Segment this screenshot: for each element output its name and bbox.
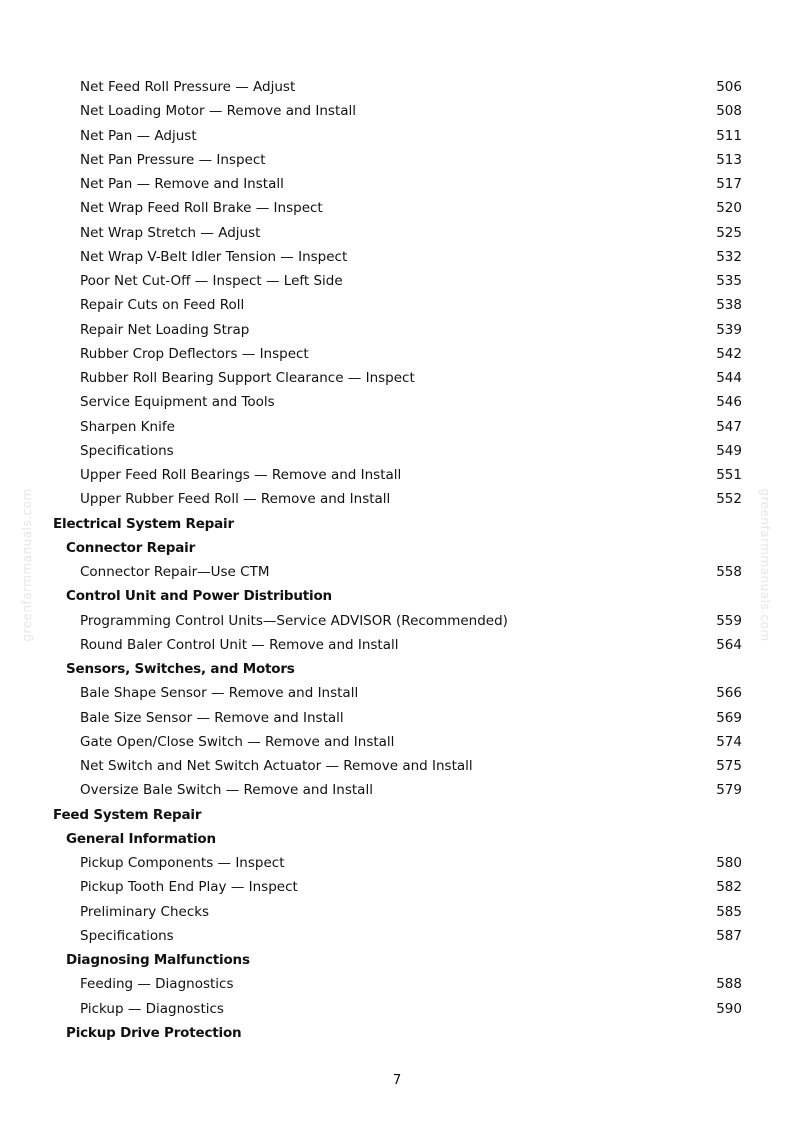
watermark-left: greenfarmmanuals.com (20, 488, 34, 642)
toc-entry-title: Net Loading Motor — Remove and Install (80, 103, 357, 120)
toc-entry[interactable] (0, 269, 794, 293)
toc-entry-title: Connector Repair (66, 539, 196, 556)
toc-entry-title: Round Baler Control Unit — Remove and Install (80, 636, 399, 653)
toc-entry[interactable] (0, 124, 794, 148)
toc-entry-title: Pickup — Diagnostics (80, 1000, 224, 1017)
toc-entry[interactable] (0, 99, 794, 123)
toc-entry-page-number: 538 (716, 297, 742, 314)
toc-entry[interactable] (0, 366, 794, 390)
toc-entry-page-number: 520 (716, 200, 742, 217)
toc-entry-title: Net Feed Roll Pressure — Adjust (80, 79, 296, 95)
toc-entry[interactable] (0, 633, 794, 657)
toc-entry-page-number: 506 (716, 79, 742, 95)
toc-entry[interactable] (0, 609, 794, 633)
toc-entry-page-number: 539 (716, 321, 742, 338)
toc-entry-page-number: 517 (716, 176, 742, 192)
toc-entry-page-number: 551 (716, 467, 742, 483)
toc-subsection-heading (0, 584, 794, 608)
toc-entry[interactable] (0, 245, 794, 269)
toc-entry-title: Net Wrap Feed Roll Brake — Inspect (80, 200, 323, 217)
toc-entry-title: Net Pan Pressure — Inspect (80, 151, 266, 168)
toc-entry-title: Net Wrap V-Belt Idler Tension — Inspect (80, 248, 348, 265)
toc-entry-title: Poor Net Cut-Off — Inspect — Left Side (80, 273, 343, 289)
toc-entry-page-number: 580 (716, 855, 742, 871)
toc-entry-page-number: 559 (716, 612, 742, 629)
toc-entry-page-number: 532 (716, 248, 742, 265)
toc-entry-page-number: 566 (716, 685, 742, 702)
toc-subsection-heading (0, 948, 794, 972)
toc-entry[interactable] (0, 730, 794, 754)
toc-entry-page-number: 535 (716, 273, 742, 289)
toc-entry-title: Net Switch and Net Switch Actuator — Remove and Install (80, 758, 473, 774)
toc-entry-page-number: 585 (716, 903, 742, 920)
toc-entry-page-number: 564 (716, 636, 742, 653)
toc-entry-page-number: 579 (716, 782, 742, 799)
toc-entry[interactable] (0, 172, 794, 196)
toc-entry-page-number: 508 (716, 103, 742, 120)
toc-entry-title: Net Pan — Adjust (80, 127, 197, 144)
toc-entry-title: Net Wrap Stretch — Adjust (80, 224, 261, 241)
toc-entry-page-number: 590 (716, 1000, 742, 1017)
toc-entry-title: Upper Rubber Feed Roll — Remove and Install (80, 491, 391, 508)
toc-subsection-heading (0, 536, 794, 560)
toc-entry-title: Diagnosing Malfunctions (66, 952, 250, 968)
toc-entry-title: Specifications (80, 442, 174, 459)
toc-entry[interactable] (0, 900, 794, 924)
toc-entry-page-number: 511 (716, 127, 742, 144)
toc-section-heading (0, 512, 794, 536)
toc-entry[interactable] (0, 439, 794, 463)
toc-entry[interactable] (0, 997, 794, 1021)
table-of-contents (0, 75, 794, 1045)
toc-entry[interactable] (0, 196, 794, 220)
toc-entry[interactable] (0, 342, 794, 366)
toc-entry[interactable] (0, 148, 794, 172)
toc-entry-title: Upper Feed Roll Bearings — Remove and Install (80, 467, 402, 483)
toc-entry-title: Feed System Repair (53, 806, 202, 823)
toc-subsection-heading (0, 827, 794, 851)
toc-entry-title: Control Unit and Power Distribution (66, 588, 332, 605)
toc-entry[interactable] (0, 706, 794, 730)
toc-entry-title: Pickup Tooth End Play — Inspect (80, 879, 298, 896)
toc-entry[interactable] (0, 560, 794, 584)
toc-entry[interactable] (0, 851, 794, 875)
toc-entry[interactable] (0, 487, 794, 511)
toc-entry-page-number: 525 (716, 224, 742, 241)
page-number: 7 (392, 1072, 402, 1088)
toc-entry-title: Feeding — Diagnostics (80, 976, 234, 993)
toc-entry-title: Specifications (80, 927, 174, 944)
toc-entry-page-number: 544 (716, 370, 742, 386)
toc-entry-title: Sensors, Switches, and Motors (66, 661, 295, 677)
toc-entry[interactable] (0, 681, 794, 705)
toc-entry[interactable] (0, 778, 794, 802)
toc-entry[interactable] (0, 75, 794, 99)
toc-subsection-heading (0, 1021, 794, 1045)
toc-entry-title: Bale Size Sensor — Remove and Install (80, 709, 344, 726)
toc-entry-page-number: 513 (716, 151, 742, 168)
toc-entry-page-number: 542 (716, 345, 742, 362)
toc-entry-page-number: 552 (716, 491, 742, 508)
toc-entry-page-number: 582 (716, 879, 742, 896)
toc-entry-page-number: 549 (716, 442, 742, 459)
toc-entry-title: Pickup Drive Protection (66, 1024, 242, 1041)
toc-entry-page-number: 587 (716, 927, 742, 944)
toc-entry-title: Connector Repair—Use CTM (80, 564, 270, 580)
toc-entry-title: Repair Net Loading Strap (80, 321, 250, 338)
toc-entry-page-number: 558 (716, 564, 742, 580)
toc-entry[interactable] (0, 754, 794, 778)
toc-entry-title: General Information (66, 830, 216, 847)
toc-entry-page-number: 547 (716, 418, 742, 435)
toc-entry[interactable] (0, 415, 794, 439)
toc-entry-title: Electrical System Repair (53, 515, 234, 532)
toc-entry[interactable] (0, 972, 794, 996)
toc-entry-title: Service Equipment and Tools (80, 394, 275, 411)
toc-entry[interactable] (0, 293, 794, 317)
toc-entry-page-number: 575 (716, 758, 742, 774)
toc-entry-title: Pickup Components — Inspect (80, 855, 285, 871)
toc-entry-title: Oversize Bale Switch — Remove and Install (80, 782, 373, 799)
toc-entry[interactable] (0, 463, 794, 487)
toc-entry[interactable] (0, 318, 794, 342)
toc-entry-page-number: 574 (716, 733, 742, 750)
watermark-right: greenfarmmanuals.com (758, 488, 772, 642)
toc-entry-title: Net Pan — Remove and Install (80, 176, 284, 192)
toc-section-heading (0, 803, 794, 827)
toc-entry-page-number: 546 (716, 394, 742, 411)
toc-entry-title: Rubber Roll Bearing Support Clearance — Inspect (80, 370, 415, 386)
toc-entry[interactable] (0, 875, 794, 899)
toc-entry[interactable] (0, 390, 794, 414)
toc-entry-title: Sharpen Knife (80, 418, 175, 435)
toc-entry-title: Bale Shape Sensor — Remove and Install (80, 685, 359, 702)
toc-entry[interactable] (0, 221, 794, 245)
toc-entry-title: Gate Open/Close Switch — Remove and Install (80, 733, 395, 750)
toc-subsection-heading (0, 657, 794, 681)
toc-entry-title: Programming Control Units—Service ADVISOR (Recommended) (80, 612, 508, 629)
toc-entry-page-number: 588 (716, 976, 742, 993)
toc-entry-title: Preliminary Checks (80, 903, 210, 920)
toc-entry-title: Repair Cuts on Feed Roll (80, 297, 245, 314)
toc-entry-title: Rubber Crop Deflectors — Inspect (80, 345, 309, 362)
toc-entry-page-number: 569 (716, 709, 742, 726)
toc-entry[interactable] (0, 924, 794, 948)
